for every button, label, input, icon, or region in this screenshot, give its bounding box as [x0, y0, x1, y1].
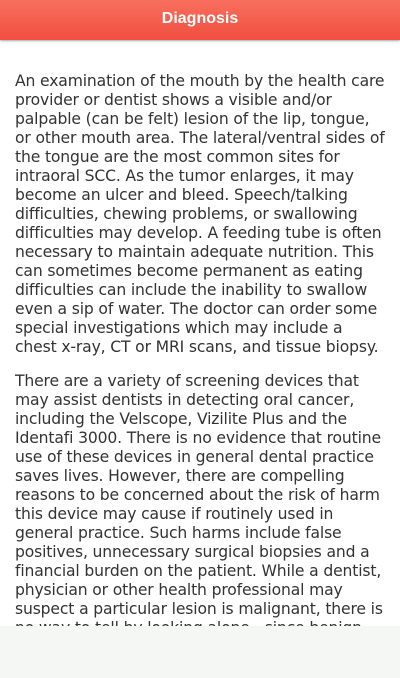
article-content[interactable]	[15, 72, 387, 626]
page-title: Diagnosis	[161, 10, 239, 27]
article-paragraph-1: An examination of the mouth by the health care provider or dentist shows a visible and/or palpable (can be felt) lesion of the lip, tongue, or other mouth area. The lateral/ventral sides of the tongue are the most common sites for intraoral SCC. As the tumor enlarges, it may become an ulcer and bleed. Speech/talking difficulties, chewing problems, or swallowing difficulties may develop. A feeding tube is often necessary to maintain adequate nutrition. This can sometimes become permanent as eating difficulties can include the inability to swallow even a sip of water. The doctor can order some special investigations which may include a chest x-ray, CT or MRI scans, and tissue biopsy.	[15, 72, 385, 356]
article-paragraph-2: There are a variety of screening devices that may assist dentists in detecting oral cancer, including the Velscope, Vizilite Plus and the Identafi 3000. There is no evidence that routine use of these devices in general dental practice saves lives. However, there are compelling reasons to be concerned about the risk of harm this device may cause if routinely used in general practice. Such harms include false positives, unnecessary surgical biopsies and a financial burden on the patient. While a dentist, physician or other health professional may suspect a particular lesion is malignant, there is	[15, 372, 383, 618]
bottom-bar	[0, 626, 400, 678]
title-bar	[0, 0, 400, 40]
